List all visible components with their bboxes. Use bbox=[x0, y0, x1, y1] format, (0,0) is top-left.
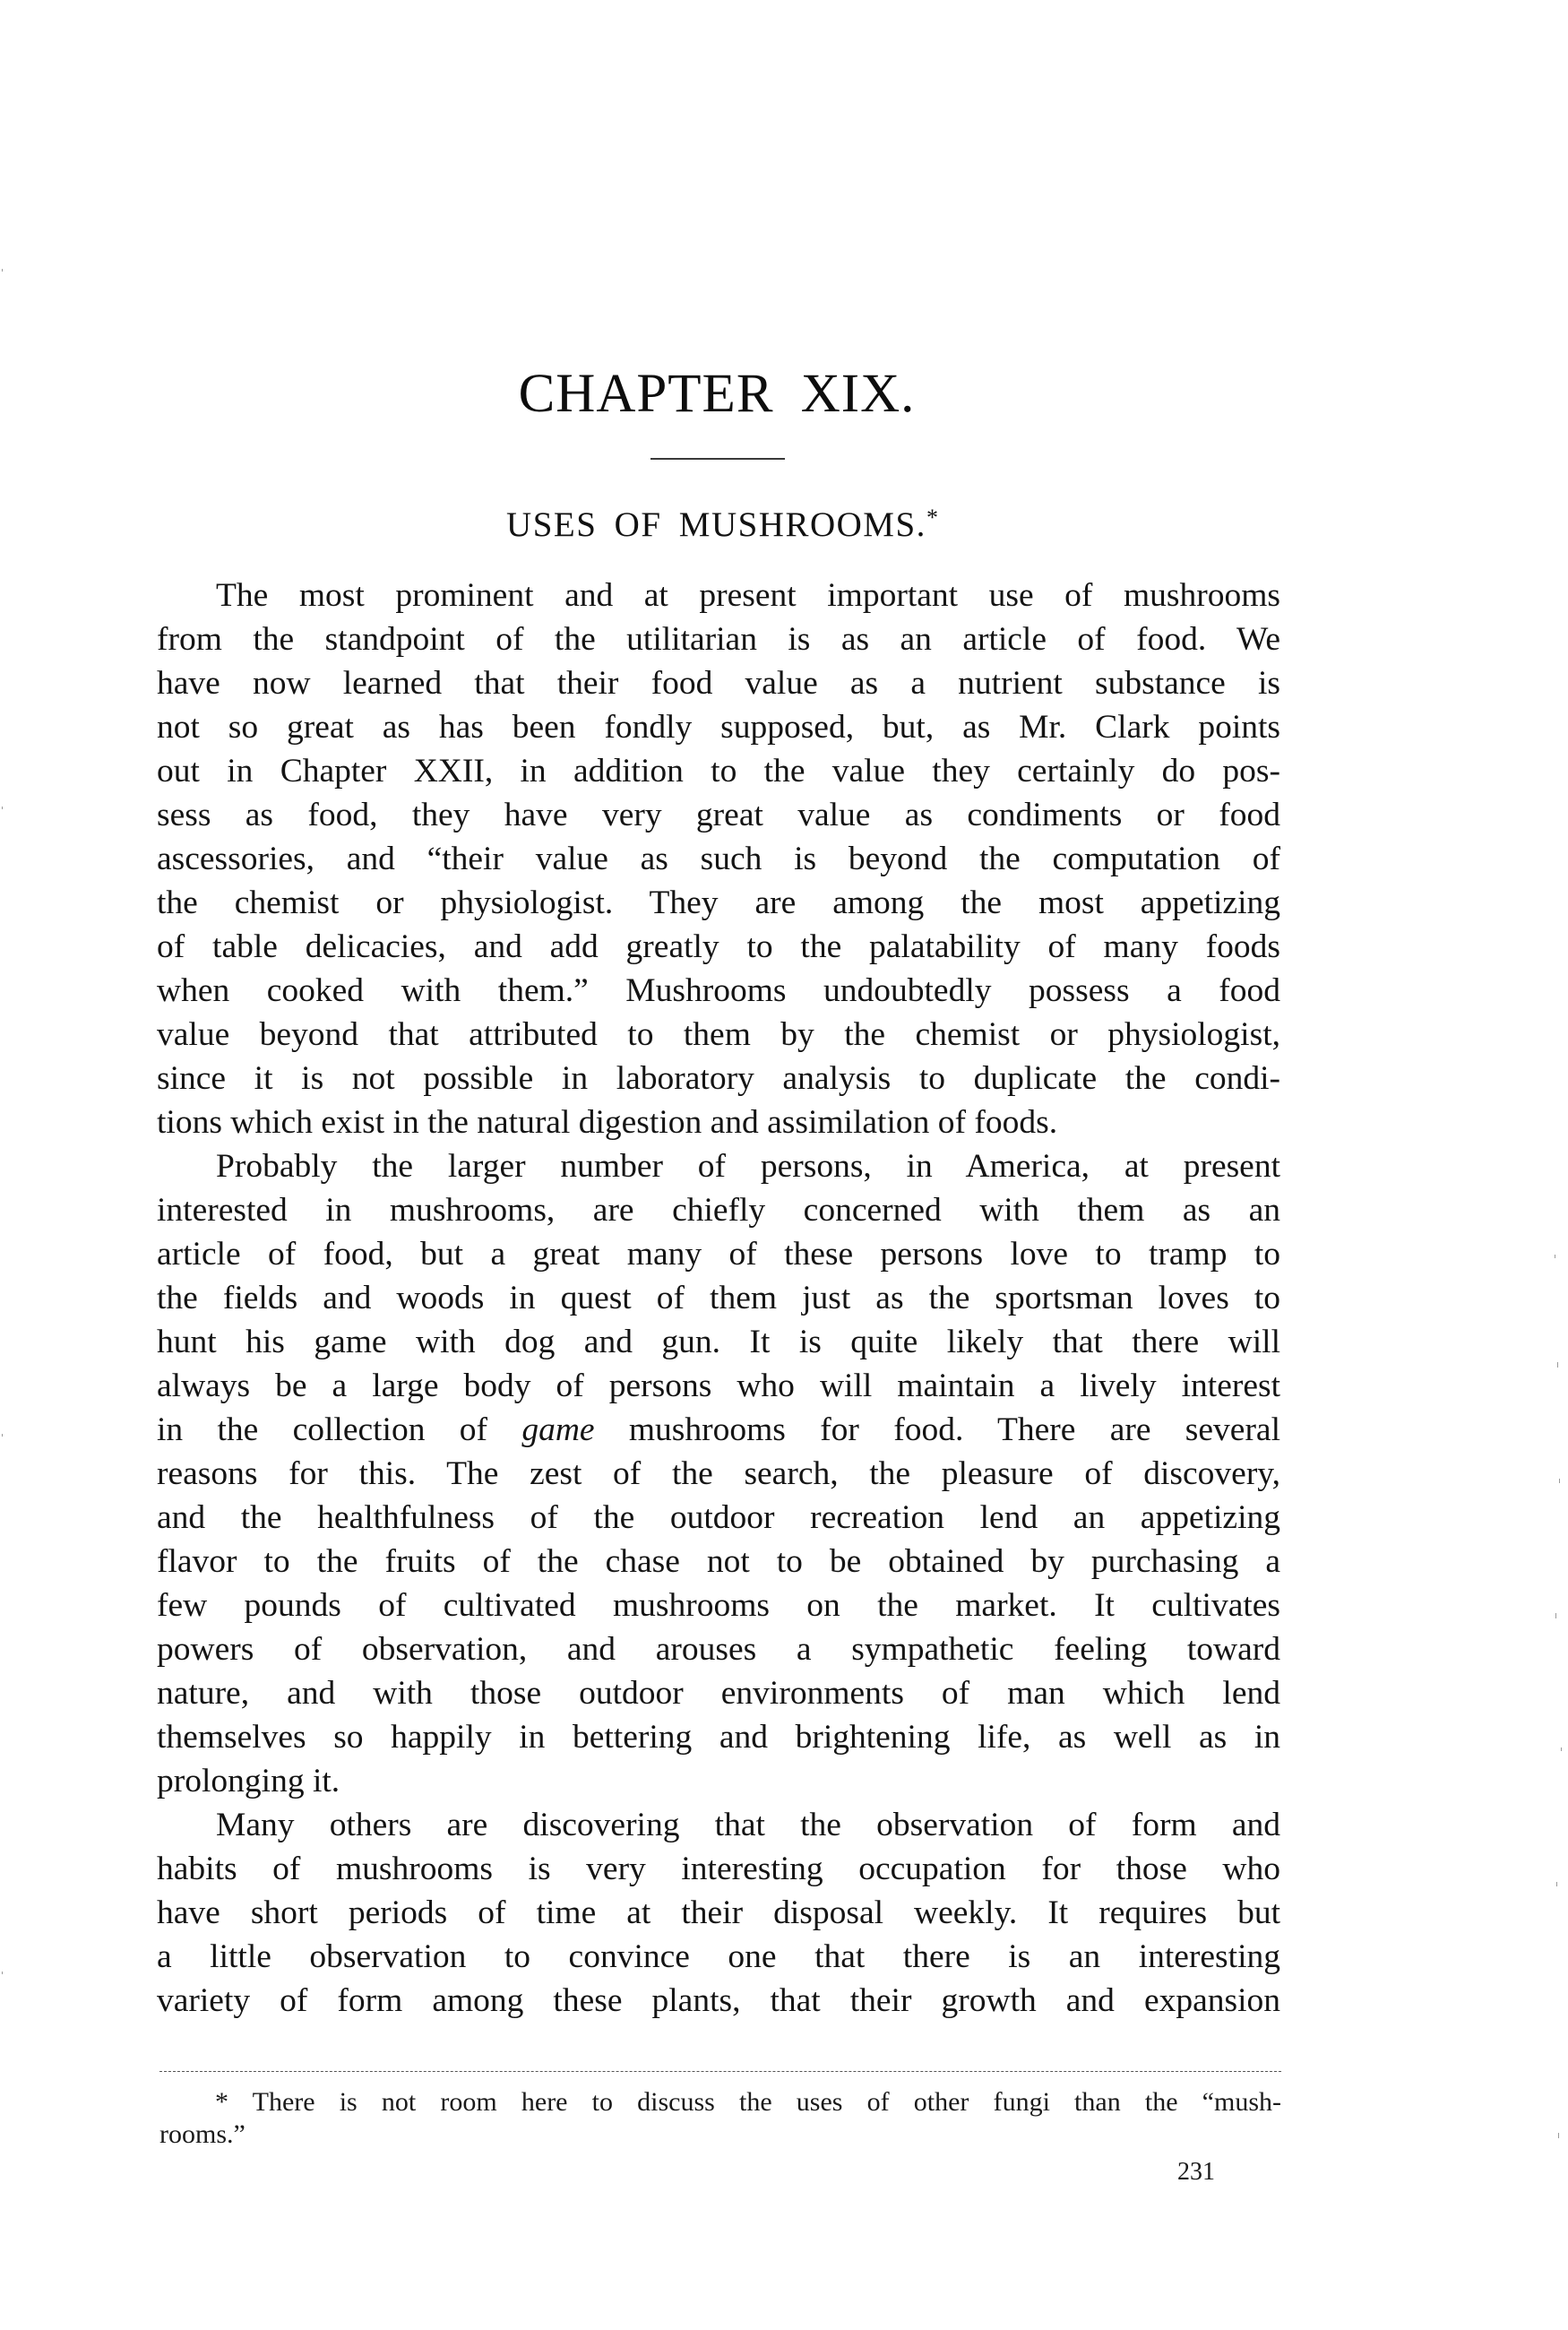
footnote-line: * There is not room here to discuss the uses of other fungi than the “mush- bbox=[215, 2087, 1281, 2117]
section-title bbox=[0, 496, 1444, 548]
footnote-line: rooms.” bbox=[159, 2119, 246, 2149]
body-line: the fields and woods in quest of them just as the sportsman loves to bbox=[157, 1280, 1280, 1316]
body-line: The most prominent and at present important use of mushrooms bbox=[216, 577, 1280, 614]
body-line: few pounds of cultivated mushrooms on the market. It cultivates bbox=[157, 1587, 1280, 1624]
body-line: flavor to the fruits of the chase not to be obtained by purchasing a bbox=[157, 1543, 1280, 1580]
body-text bbox=[157, 574, 1280, 2023]
body-line: from the standpoint of the utilitarian is as an article of food. We bbox=[157, 621, 1280, 658]
body-line: interested in mushrooms, are chiefly concerned with them as an bbox=[157, 1192, 1280, 1229]
scan-speck bbox=[1556, 1882, 1557, 1886]
body-line: of table delicacies, and add greatly to the palatability of many foods bbox=[157, 928, 1280, 965]
scan-speck bbox=[2, 807, 3, 809]
scan-speck bbox=[1559, 1479, 1560, 1483]
body-line: variety of form among these plants, that their growth and expansion bbox=[157, 1982, 1280, 2019]
scan-speck bbox=[1558, 2133, 1559, 2138]
body-line: have now learned that their food value as a nutrient substance is bbox=[157, 665, 1280, 702]
scan-speck bbox=[2, 1972, 3, 1974]
scan-speck bbox=[2, 269, 3, 272]
body-line: hunt his game with dog and gun. It is quite likely that there will bbox=[157, 1324, 1280, 1360]
body-line: tions which exist in the natural digestion and assimilation of foods. bbox=[157, 1104, 1058, 1141]
section-title-text: USES OF MUSHROOMS. bbox=[506, 505, 926, 544]
body-line: powers of observation, and arouses a sympathetic feeling toward bbox=[157, 1631, 1280, 1668]
footnote bbox=[159, 2086, 1281, 2151]
footnote-separator-rule bbox=[159, 2071, 1281, 2072]
body-line: article of food, but a great many of these persons love to tramp to bbox=[157, 1236, 1280, 1273]
body-line: have short periods of time at their disposal weekly. It requires but bbox=[157, 1894, 1280, 1931]
title-divider-rule bbox=[650, 458, 785, 460]
body-line: prolonging it. bbox=[157, 1763, 340, 1799]
body-line: Many others are discovering that the observation of form and bbox=[216, 1807, 1280, 1843]
body-line: sess as food, they have very great value as condiments or food bbox=[157, 797, 1280, 833]
body-line: not so great as has been fondly supposed, but, as Mr. Clark points bbox=[157, 709, 1280, 746]
scan-speck bbox=[1555, 1613, 1556, 1618]
body-line-text: in the collection of bbox=[157, 1411, 522, 1448]
scan-speck bbox=[2, 1434, 3, 1437]
italic-word: game bbox=[521, 1411, 595, 1448]
scan-speck bbox=[1561, 1748, 1562, 1751]
body-line: nature, and with those outdoor environments of man which lend bbox=[157, 1675, 1280, 1712]
body-line: a little observation to convince one that there is an interesting bbox=[157, 1938, 1280, 1975]
body-line: ascessories, and “their value as such is beyond the computation of bbox=[157, 841, 1280, 877]
body-line-text: mushrooms for food. There are several bbox=[594, 1411, 1280, 1448]
body-line: habits of mushrooms is very interesting occupation for those who bbox=[157, 1851, 1280, 1887]
body-line: themselves so happily in bettering and brightening life, as well as in bbox=[157, 1719, 1280, 1756]
body-line: value beyond that attributed to them by the chemist or physiologist, bbox=[157, 1016, 1280, 1053]
body-line: the chemist or physiologist. They are among the most appetizing bbox=[157, 885, 1280, 921]
body-line: always be a large body of persons who will maintain a lively interest bbox=[157, 1368, 1280, 1404]
body-line bbox=[157, 1408, 1280, 1452]
body-line: out in Chapter XXII, in addition to the value they certainly do pos- bbox=[157, 753, 1280, 790]
scan-speck bbox=[1557, 1362, 1558, 1368]
chapter-title: CHAPTER XIX. bbox=[518, 364, 916, 424]
footnote-marker: * bbox=[926, 505, 938, 531]
body-line: since it is not possible in laboratory analysis to duplicate the condi- bbox=[157, 1060, 1280, 1097]
page-number: 231 bbox=[1177, 2158, 1215, 2186]
body-line: when cooked with them.” Mushrooms undoubtedly possess a food bbox=[157, 972, 1280, 1009]
body-line: reasons for this. The zest of the search, the pleasure of discovery, bbox=[157, 1455, 1280, 1492]
body-line: Probably the larger number of persons, in America, at present bbox=[216, 1148, 1280, 1185]
body-line: and the healthfulness of the outdoor recreation lend an appetizing bbox=[157, 1499, 1280, 1536]
